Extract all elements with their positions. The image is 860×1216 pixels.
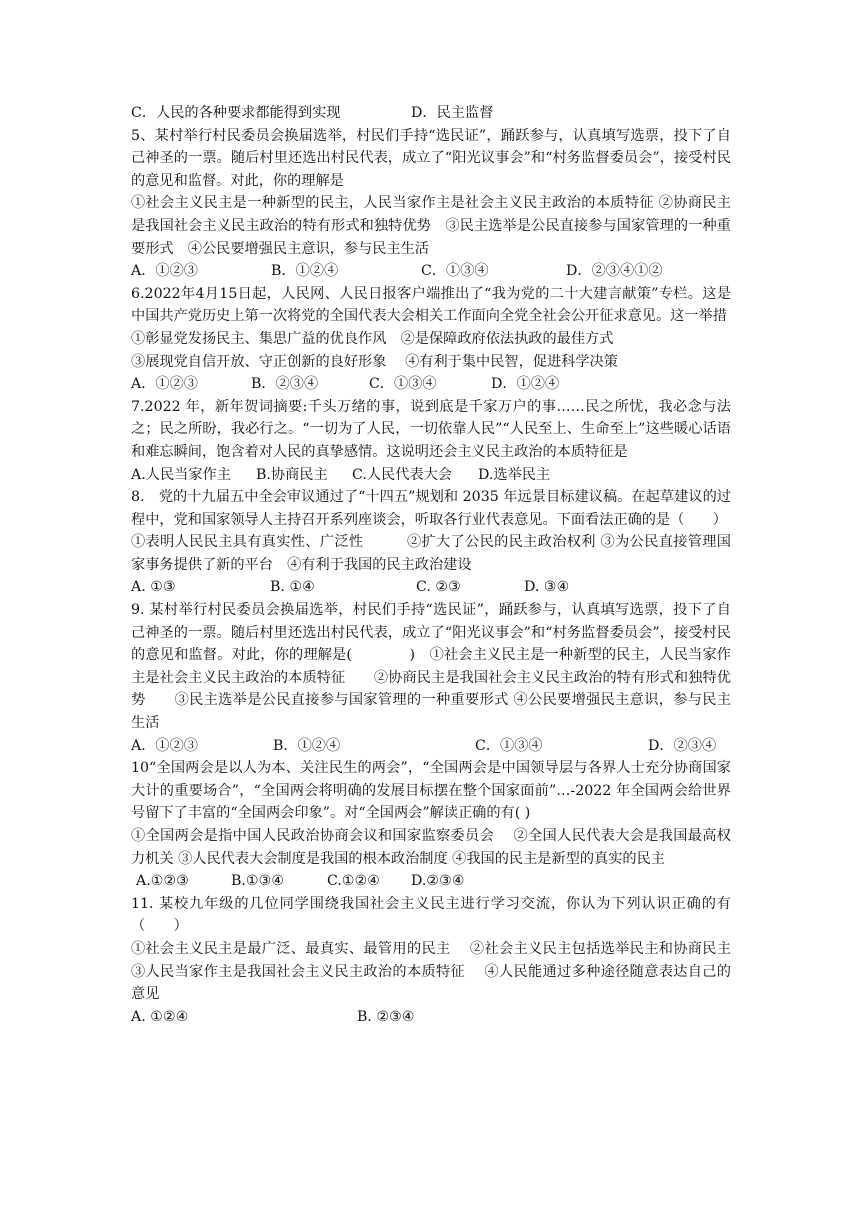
q9-option-a: A．①②③ (131, 737, 198, 754)
q7-options (131, 464, 731, 487)
q8-option-b: B. ①④ (270, 579, 315, 596)
q10-option-a: A.①②③ (136, 873, 189, 890)
q6-statement-1: ①彰显党发扬民主、集思广益的优良作风 ②是保障政府依法执政的最佳方式 (131, 330, 614, 347)
q5-statements: ①社会主义民主是一种新型的民主，人民当家作主是社会主义民主政治的本质特征 ②协商民主是我国社会主义民主政治的特有形式和独特优势 ③民主选举是公民直接参与国家管理的一种重要形式 ④公民要增强民主意识，参与民主生活 (131, 195, 731, 257)
q6-options (131, 373, 731, 396)
q4-options (131, 102, 731, 125)
q5-option-b: B．①②④ (271, 263, 339, 280)
q5-option-a: A．①②③ (131, 263, 198, 280)
q9-option-d: D．②③④ (648, 737, 717, 754)
q6-stem: 6.2022年4月15日起，人民网、人民日报客户端推出了“我为党的二十大建言献策”专栏。这是中国共产党历史上第一次将党的全国代表大会相关工作面向全党全社会公开征求意见。这一举措 (131, 285, 731, 325)
q9-options (131, 735, 731, 758)
q5-option-c: C．①③④ (421, 263, 489, 280)
q6-option-a: A．①②③ (131, 376, 198, 393)
q8-option-a: A. ①③ (131, 579, 176, 596)
q6-option-d: D．①②④ (491, 376, 560, 393)
q7-stem: 7.2022 年，新年贺词摘要:千头万绪的事，说到底是千家万户的事……民之所忧，我必念与法之；民之所盼，我必行之。“一切为了人民，一切依靠人民”“人民至上、生命至上”这些暖心话语和难忘瞬间，饱含着对人民的真挚感情。这说明还会主义民主政治的本质特征是 (131, 398, 731, 460)
q10-option-d: D.②③④ (411, 873, 465, 890)
q10-stem: 10“全国两会是以人为本、关注民生的两会”，“全国两会是中国领导层与各界人士充分协商国家大计的重要场合”，“全国两会将明确的发展目标摆在整个国家面前”…-2022 年全国两会给世界号留下了丰富的“全国两会印象”。对“全国两会”解读正确的有( ) (131, 760, 731, 822)
q11-option-b: B. ②③④ (357, 1008, 415, 1025)
q8-options (131, 576, 731, 599)
q9-option-c: C．①③④ (475, 737, 543, 754)
exam-page (131, 102, 750, 1028)
q7-option-b: B.协商民主 (256, 466, 328, 483)
q11-option-a: A. ①②④ (131, 1008, 189, 1025)
q11-stem: 11. 某校九年级的几位同学围绕我国社会主义民主进行学习交流，你认为下列认识正确的有（ ） (131, 895, 731, 935)
q8-option-d: D. ③④ (524, 579, 570, 596)
q4-option-c: C．人民的各种要求都能得到实现 (131, 105, 341, 121)
q7-option-a: A.人民当家作主 (131, 466, 231, 483)
q10-option-c: C.①②④ (327, 873, 381, 890)
q5-options (131, 260, 731, 283)
q5-stem: 5、某村举行村民委员会换届选举，村民们手持“选民证”，踊跃参与，认真填写选票，投下了自己神圣的一票。随后村里还选出村民代表，成立了“阳光议事会”和“村务监督委员会”，接受村民的意见和监督。对此，你的理解是 (131, 127, 731, 189)
q9-option-b: B．①②④ (273, 737, 341, 754)
q10-options (131, 870, 731, 893)
q6-option-b: B．②③④ (251, 376, 319, 393)
q4-option-d: D．民主监督 (411, 105, 494, 121)
q8-stem: 8. 党的十九届五中全会审议通过了“十四五”规划和 2035 年远景目标建议稿。在起草建议的过程中，党和国家领导人主持召开系列座谈会，听取各行业代表意见。下面看法正确的是（ ） (131, 489, 731, 528)
q8-statements: ①表明人民民主具有真实性、广泛性 ②扩大了公民的民主政治权利 ③为公民直接管理国家事务提供了新的平台 ④有利于我国的民主政治建设 (131, 534, 731, 573)
q11-options (131, 1006, 731, 1029)
q8-option-c: C. ②③ (416, 579, 461, 596)
q9-stem: 9. 某村举行村民委员会换届选举，村民们手持“选民证”，踊跃参与，认真填写选票，投下了自己神圣的一票。随后村里还选出村民代表，成立了“阳光议事会”和“村务监督委员会”，接受村民的意见和监督。对此，你的理解是( ) ①社会主义民主是一种新型的民主，人民当家作主是社会主义民主政治的本质特征 ②协商民主是我国社会主义民主政治的特有形式和独特优势 ③民主选举是公民直接参与国家管理的一种重要形式 ④公民要增强民主意识，参与民主生活 (131, 602, 731, 732)
q6-statement-2: ③展现党自信开放、守正创新的良好形象 ④有利于集中民智，促进科学决策 (131, 353, 618, 370)
q11-statements: ①社会主义民主是最广泛、最真实、最管用的民主 ②社会主义民主包括选举民主和协商民主 ③人民当家作主是我国社会主义民主政治的本质特征 ④人民能通过多种途径随意表达自己的意见 (131, 940, 750, 1003)
q6-option-c: C．①③④ (369, 376, 437, 393)
q5-option-d: D．②③④①② (566, 263, 663, 280)
q7-option-d: D.选举民主 (478, 466, 551, 483)
q10-option-b: B.①③④ (231, 873, 285, 890)
q7-option-c: C.人民代表大会 (352, 466, 452, 483)
q10-statements: ①全国两会是指中国人民政治协商会议和国家监察委员会 ②全国人民代表大会是我国最高权力机关 ③人民代表大会制度是我国的根本政治制度 ④我国的民主是新型的真实的民主 (131, 828, 731, 867)
